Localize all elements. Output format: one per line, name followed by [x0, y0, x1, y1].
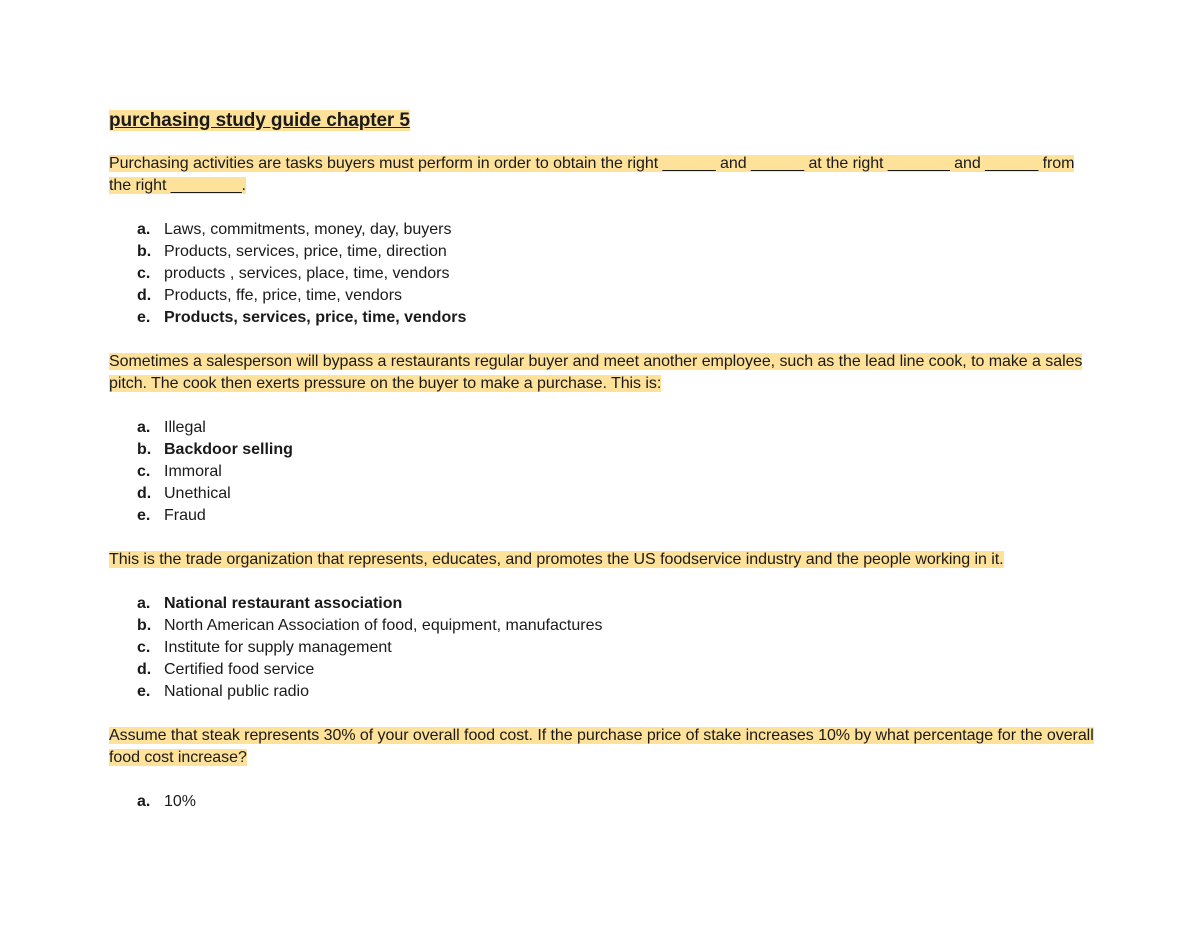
option-letter: a.	[137, 419, 151, 436]
option-text: National public radio	[164, 683, 309, 700]
option-letter: c.	[137, 265, 151, 282]
answer-option-correct	[109, 593, 1099, 615]
option-text: Products, services, price, time, vendors	[164, 309, 467, 326]
answer-options	[109, 219, 1099, 329]
option-letter: b.	[137, 441, 152, 458]
option-text: North American Association of food, equipment, manufactures	[164, 617, 603, 634]
option-text: Illegal	[164, 419, 206, 436]
option-text: Certified food service	[164, 661, 315, 678]
option-letter: b.	[137, 243, 152, 260]
page-title	[109, 108, 1099, 134]
answer-option-correct	[109, 439, 1099, 461]
option-text: Backdoor selling	[164, 441, 293, 458]
answer-option	[109, 461, 1099, 483]
option-letter: a.	[137, 793, 151, 810]
option-text: Institute for supply management	[164, 639, 392, 656]
option-text: Products, services, price, time, direction	[164, 243, 447, 260]
option-text: Products, ffe, price, time, vendors	[164, 287, 403, 304]
option-text: Fraud	[164, 507, 206, 524]
option-text: Unethical	[164, 485, 231, 502]
option-text: 10%	[164, 793, 197, 810]
option-letter: e.	[137, 309, 151, 326]
answer-options	[109, 417, 1099, 527]
answer-option	[109, 791, 1099, 813]
option-letter: e.	[137, 507, 151, 524]
answer-option	[109, 263, 1099, 285]
answer-option	[109, 219, 1099, 241]
option-text: Immoral	[164, 463, 222, 480]
answer-option	[109, 681, 1099, 703]
answer-options	[109, 593, 1099, 703]
document-page	[109, 108, 1099, 835]
option-letter: d.	[137, 485, 152, 502]
question-text: Sometimes a salesperson will bypass a restaurants regular buyer and meet another employee, such as the lead line cook, to make a sales pitch. The cook then exerts pressure on the buyer to make a purchase. This is:	[109, 353, 1083, 392]
option-text: National restaurant association	[164, 595, 403, 612]
question-text: Purchasing activities are tasks buyers must perform in order to obtain the right ______ and ______ at the right _______ and ______ from the right ________.	[109, 155, 1075, 194]
answer-option-correct	[109, 307, 1099, 329]
title-text: purchasing study guide chapter 5	[109, 110, 410, 131]
question-text: Assume that steak represents 30% of your overall food cost. If the purchase price of stake increases 10% by what percentage for the overall food cost increase?	[109, 727, 1094, 766]
answer-option	[109, 659, 1099, 681]
option-letter: c.	[137, 639, 151, 656]
question-prompt	[109, 725, 1099, 769]
option-letter: b.	[137, 617, 152, 634]
answer-option	[109, 505, 1099, 527]
option-letter: e.	[137, 683, 151, 700]
option-letter: a.	[137, 221, 151, 238]
answer-option	[109, 483, 1099, 505]
option-letter: d.	[137, 287, 152, 304]
option-letter: d.	[137, 661, 152, 678]
option-letter: a.	[137, 595, 151, 612]
question-prompt	[109, 351, 1099, 395]
answer-option	[109, 417, 1099, 439]
answer-option	[109, 615, 1099, 637]
question-prompt	[109, 153, 1099, 197]
option-text: Laws, commitments, money, day, buyers	[164, 221, 452, 238]
answer-option	[109, 241, 1099, 263]
question-prompt	[109, 549, 1099, 571]
answer-option	[109, 285, 1099, 307]
option-letter: c.	[137, 463, 151, 480]
question-text: This is the trade organization that represents, educates, and promotes the US foodservice industry and the people working in it.	[109, 551, 1004, 568]
answer-options	[109, 791, 1099, 813]
answer-option	[109, 637, 1099, 659]
option-text: products , services, place, time, vendors	[164, 265, 450, 282]
